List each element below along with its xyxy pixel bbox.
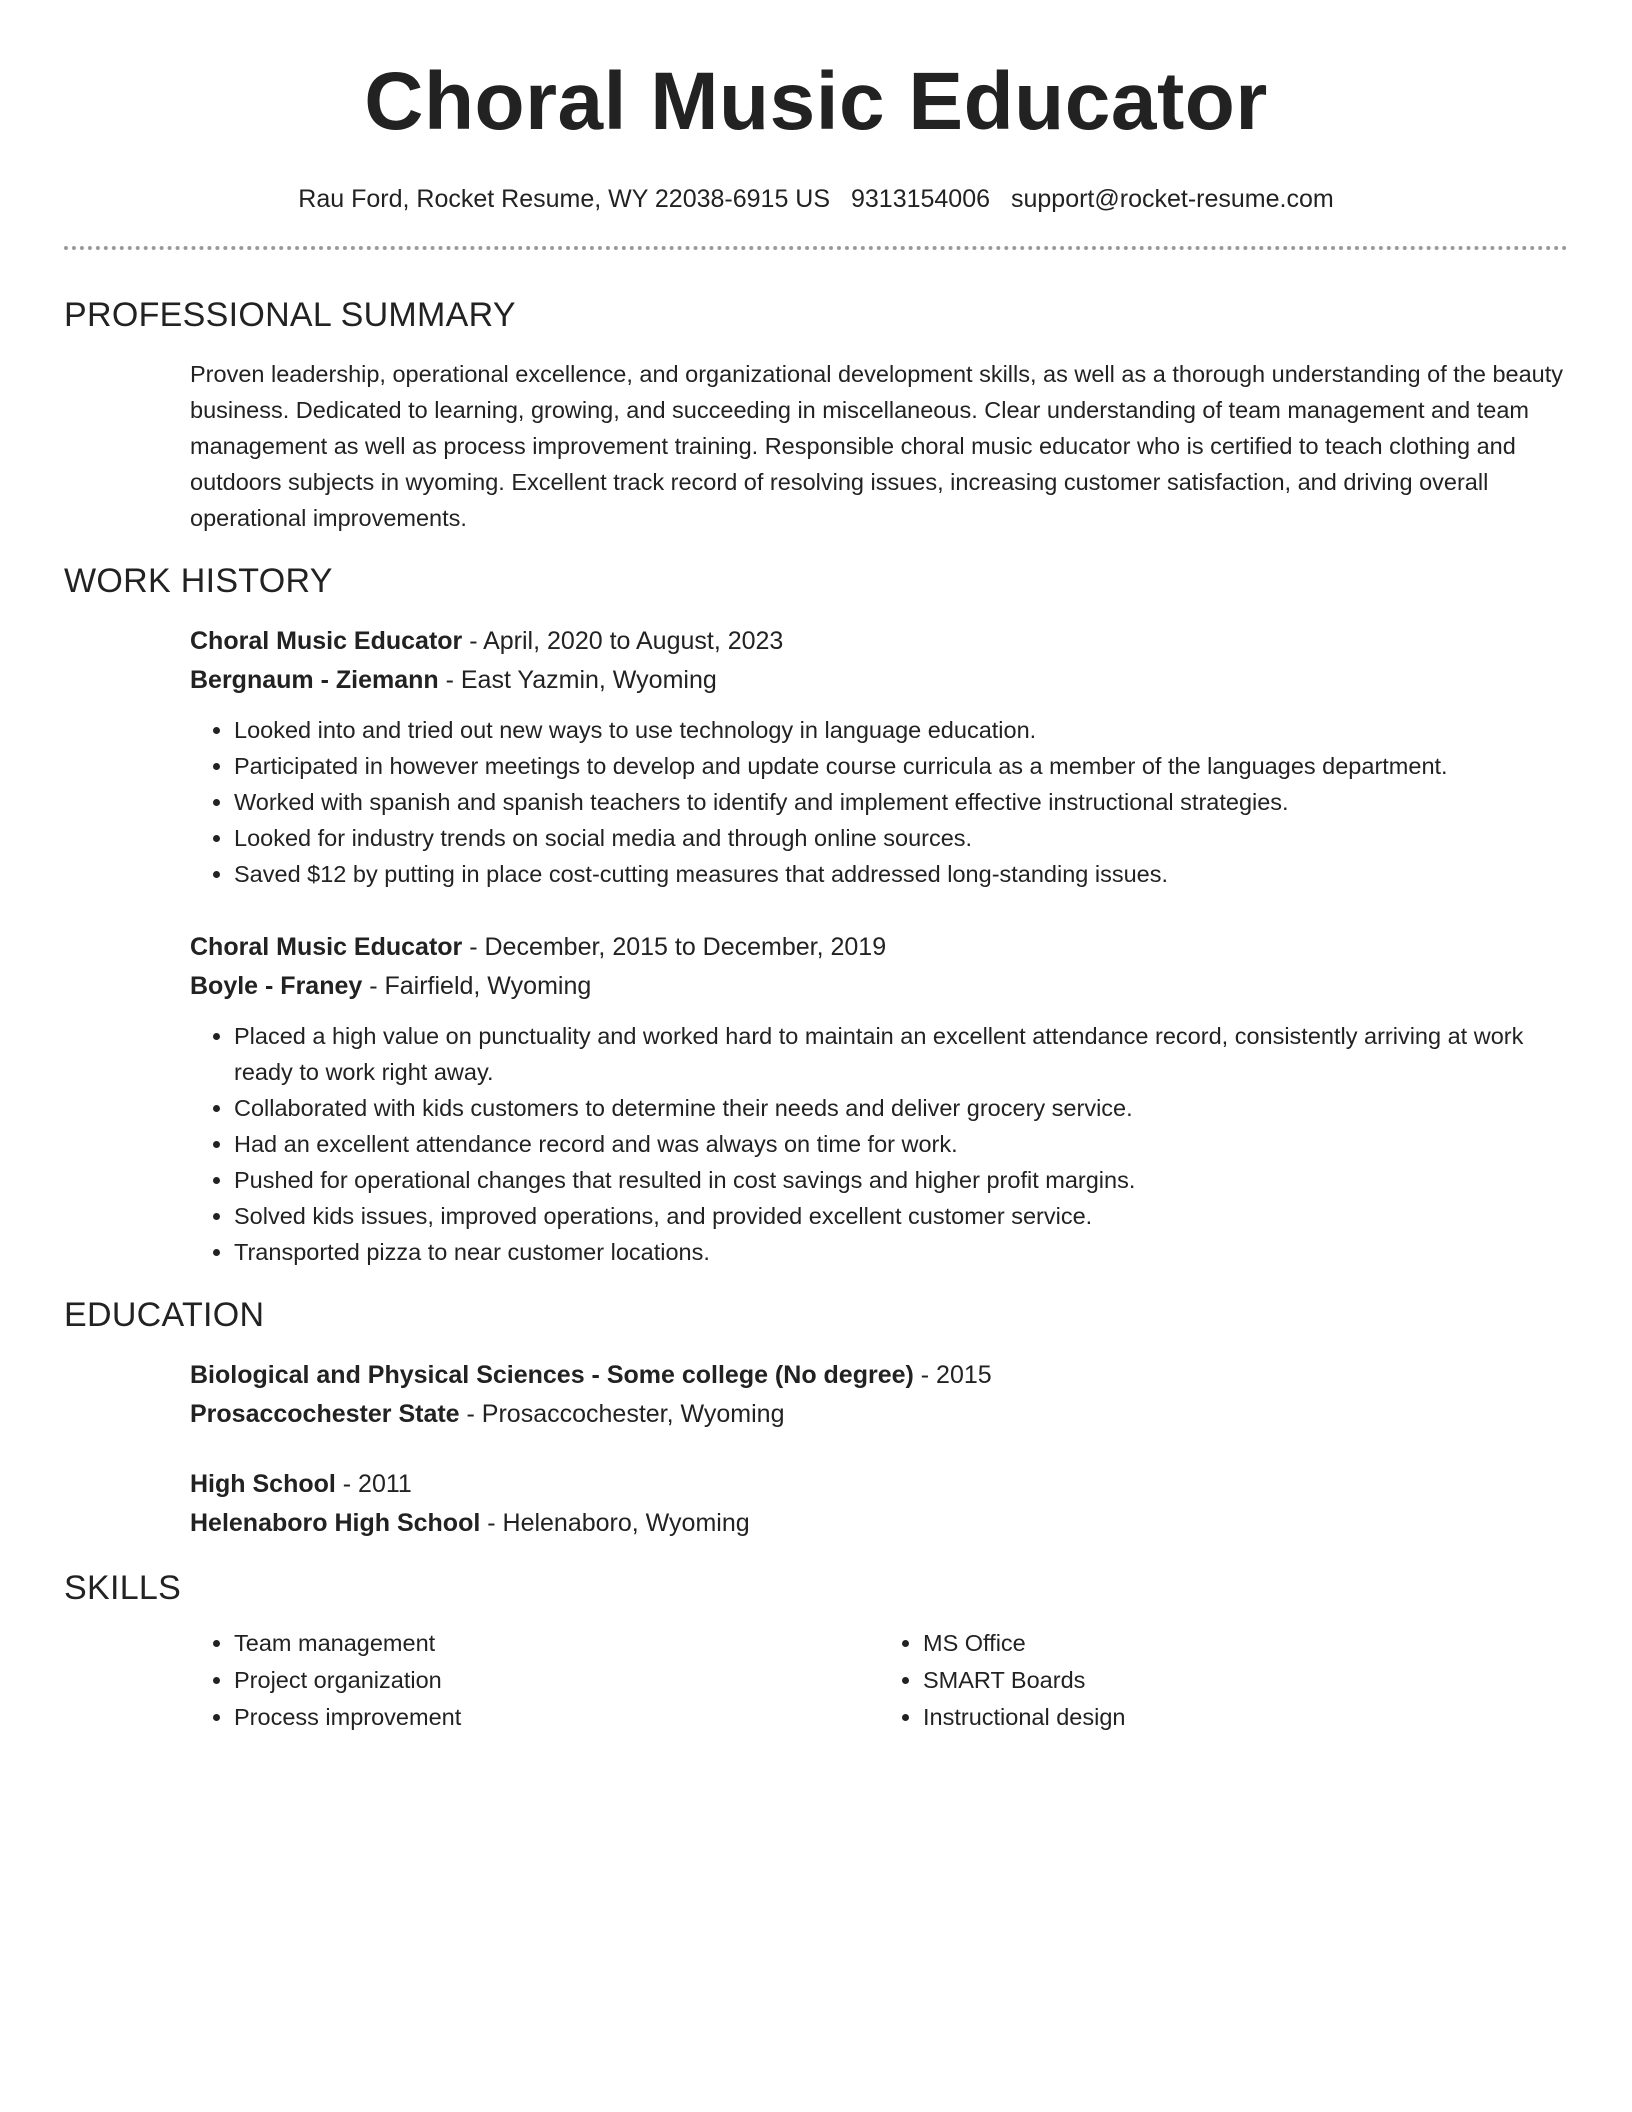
job-company-line [190,967,1568,1006]
job-bullet: • Looked into and tried out new ways to use technology in language education. [234,712,1568,748]
summary-text: Proven leadership, operational excellence, and organizational development skills, as well as a thorough understanding of the beauty business. Dedicated to learning, growing, and succeeding in miscellaneous. Clear understanding of team management and team management as well as process improvement training. Responsible choral music educator who is certified to teach clothing and outdoors subjects in wyoming. Excellent track record of resolving issues, increasing customer satisfaction, and driving overall operational improvements. [190,361,1564,531]
education-degree: Biological and Physical Sciences - Some college (No degree) [190,1361,914,1389]
skill-item: • MS Office [923,1625,1568,1662]
education-school-line [190,1395,1568,1434]
contact-address: Rau Ford, Rocket Resume, WY 22038-6915 US [298,185,831,213]
contact-email: support@rocket-resume.com [1010,185,1334,213]
job-title-line [190,622,1568,661]
education-degree-line [190,1465,1568,1504]
education-school: Prosaccochester State [190,1400,460,1428]
job-bullets [190,1018,1568,1270]
skill-item: • SMART Boards [923,1662,1568,1699]
job-bullet: • Solved kids issues, improved operations, and provided excellent customer service. [234,1198,1568,1234]
job-entry [64,928,1568,1270]
resume-name: Choral Music Educator [364,56,1268,147]
job-bullet: • Transported pizza to near customer locations. [234,1234,1568,1270]
job-title-line [190,928,1568,967]
skill-item: • Process improvement [234,1699,879,1736]
job-bullet: • Looked for industry trends on social media and through online sources. [234,820,1568,856]
education-location: - Helenaboro, Wyoming [480,1509,750,1537]
job-bullet: • Had an excellent attendance record and was always on time for work. [234,1126,1568,1162]
education-school: Helenaboro High School [190,1509,481,1537]
education-location: - Prosaccochester, Wyoming [459,1400,785,1428]
education-degree-line [190,1356,1568,1395]
job-title: Choral Music Educator [190,627,463,655]
job-bullets [190,712,1568,892]
education-school-line [190,1504,1568,1543]
section-title-work-history: WORK HISTORY [64,562,333,600]
section-title-skills: SKILLS [64,1569,182,1607]
contact-line [64,182,1568,216]
job-dates: - December, 2015 to December, 2019 [462,933,887,961]
job-bullet: • Participated in however meetings to develop and update course curricula as a member of the languages department. [234,748,1568,784]
skills-column-left [190,1625,879,1736]
education-year: - 2015 [913,1361,992,1389]
education-entry [64,1356,1568,1434]
section-title-education: EDUCATION [64,1296,265,1334]
skill-item: • Instructional design [923,1699,1568,1736]
job-location: - East Yazmin, Wyoming [438,666,717,694]
skill-item: • Project organization [234,1662,879,1699]
header-divider [64,246,1568,250]
education-year: - 2011 [335,1470,412,1498]
job-title: Choral Music Educator [190,933,463,961]
job-bullet: • Collaborated with kids customers to determine their needs and deliver grocery service. [234,1090,1568,1126]
job-dates: - April, 2020 to August, 2023 [462,627,784,655]
job-entry [64,622,1568,892]
job-company: Bergnaum - Ziemann [190,666,439,694]
job-bullet: • Saved $12 by putting in place cost-cutting measures that addressed long-standing issues. [234,856,1568,892]
job-bullet: • Pushed for operational changes that resulted in cost savings and higher profit margins. [234,1162,1568,1198]
job-bullet: • Worked with spanish and spanish teachers to identify and implement effective instructional strategies. [234,784,1568,820]
education-degree: High School [190,1470,336,1498]
education-entry [64,1465,1568,1543]
job-location: - Fairfield, Wyoming [362,972,592,1000]
skills-list [64,1625,1568,1736]
skills-column-right [879,1625,1568,1736]
job-bullet: • Placed a high value on punctuality and worked hard to maintain an excellent attendance record, consistently arriving at work ready to work right away. [234,1018,1568,1090]
section-title-summary: PROFESSIONAL SUMMARY [64,296,516,334]
job-company-line [190,661,1568,700]
skill-item: • Team management [234,1625,879,1662]
contact-phone: 9313154006 [850,185,991,213]
job-company: Boyle - Franey [190,972,363,1000]
